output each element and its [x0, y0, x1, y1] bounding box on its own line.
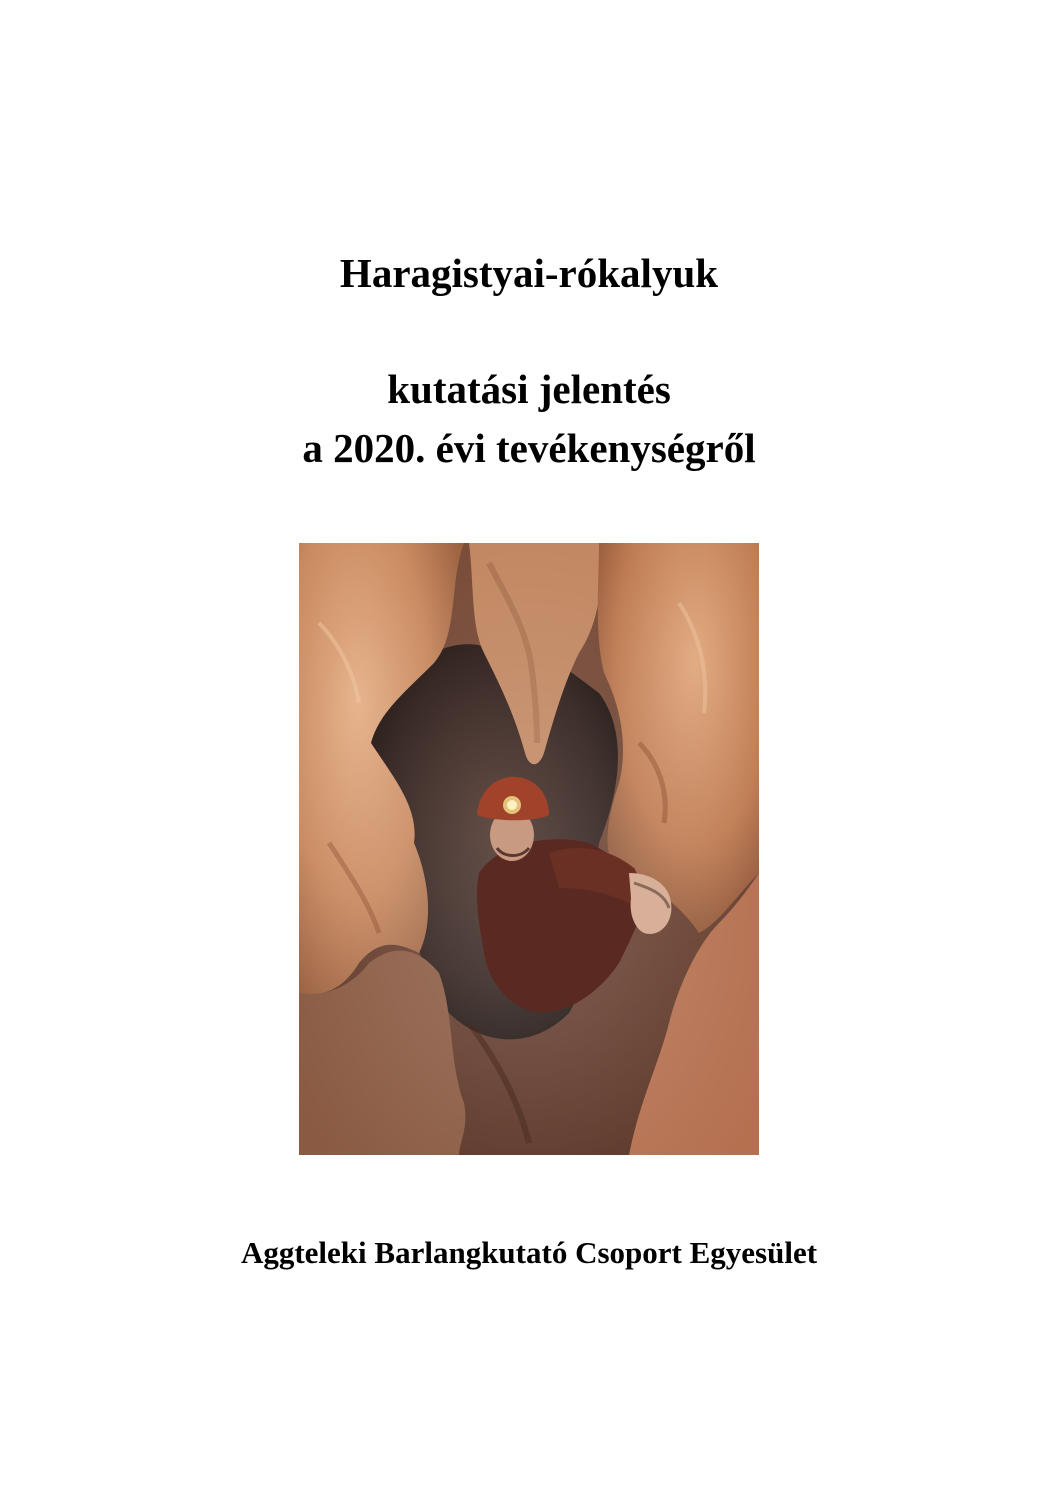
document-subtitle-line-2: a 2020. évi tevékenységről	[302, 425, 756, 471]
document-title: Haragistyai-rókalyuk	[339, 250, 719, 296]
cave-photo-illustration	[299, 543, 759, 1155]
cover-photo	[299, 543, 759, 1155]
document-subtitle-line-1: kutatási jelentés	[387, 366, 671, 412]
organization-name: Aggteleki Barlangkutató Csoport Egyesület	[240, 1235, 818, 1270]
